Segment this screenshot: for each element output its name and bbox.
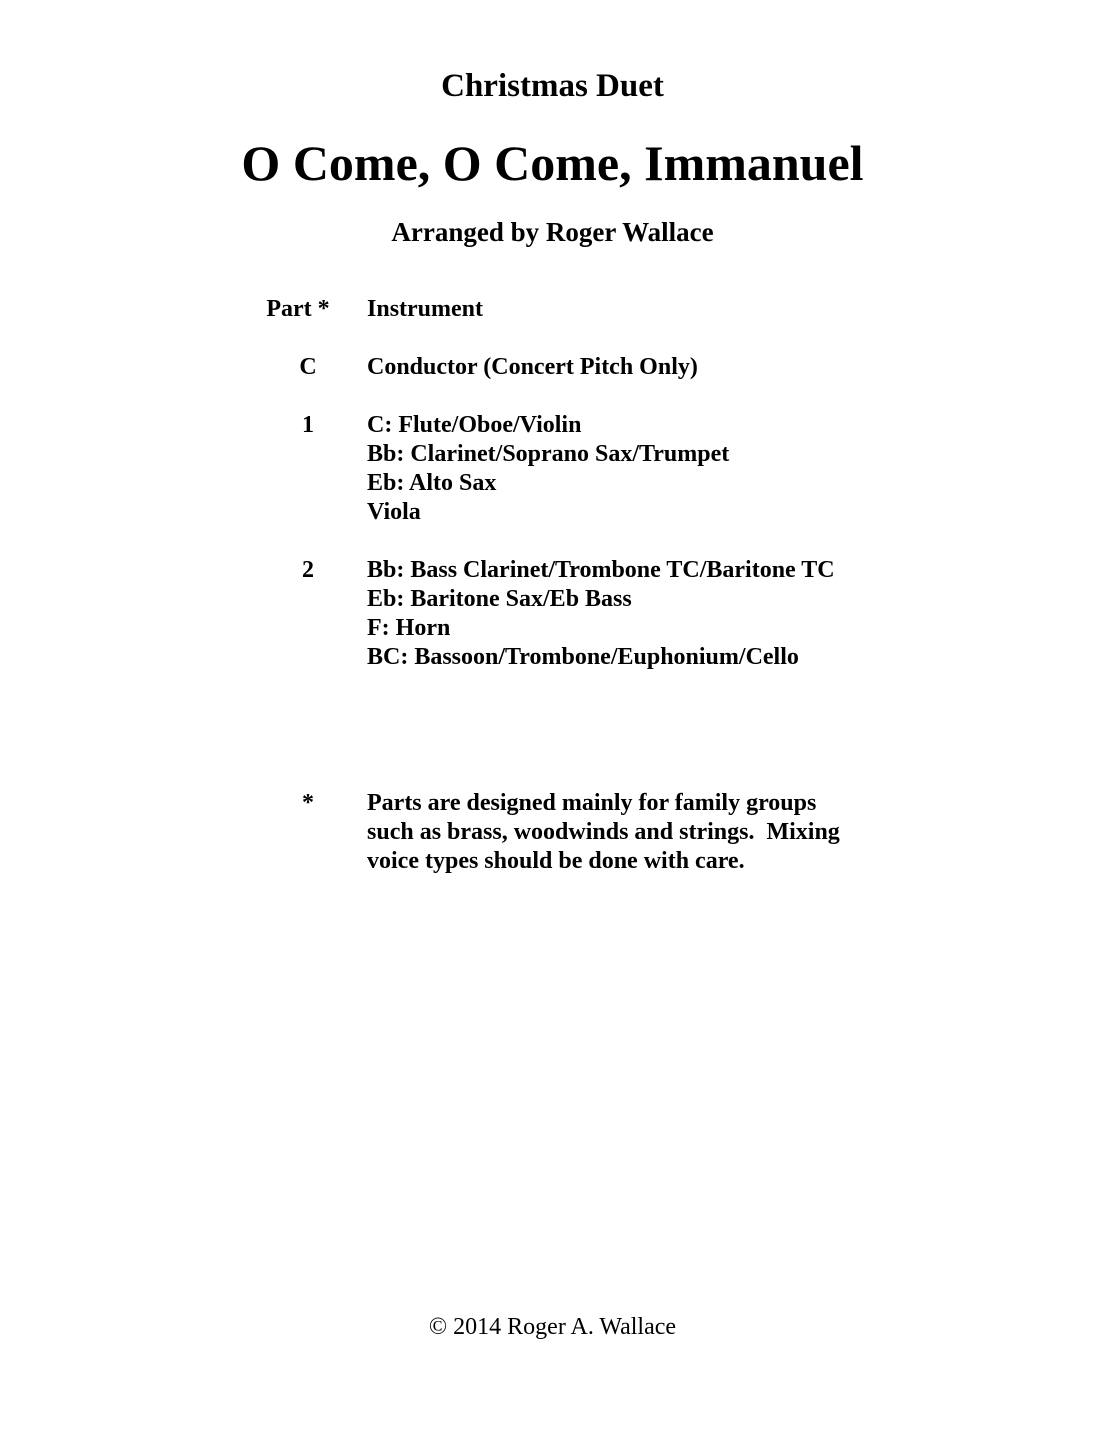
instrument-line: BC: Bassoon/Trombone/Euphonium/Cello bbox=[367, 644, 799, 670]
footnote-line: Parts are designed mainly for family groups bbox=[367, 790, 817, 816]
part-label: 2 bbox=[302, 557, 314, 583]
instrument-line: Eb: Alto Sax bbox=[367, 470, 497, 496]
part-column-header: Part * bbox=[266, 296, 330, 322]
instrument-list bbox=[367, 556, 1087, 672]
page-title: O Come, O Come, Immanuel bbox=[241, 135, 864, 191]
pre-title: Christmas Duet bbox=[441, 68, 664, 104]
footnote-marker: * bbox=[302, 790, 314, 816]
instrument-line: F: Horn bbox=[367, 615, 451, 641]
copyright: © 2014 Roger A. Wallace bbox=[428, 1314, 677, 1340]
footnote-line: voice types should be done with care. bbox=[367, 848, 745, 874]
instrument-column-header: Instrument bbox=[367, 296, 484, 322]
instrument-line: C: Flute/Oboe/Violin bbox=[367, 412, 582, 438]
instrument-line: Bb: Clarinet/Soprano Sax/Trumpet bbox=[367, 441, 730, 467]
footnote-text bbox=[367, 789, 1087, 876]
instrument-line: Bb: Bass Clarinet/Trombone TC/Baritone TC bbox=[367, 557, 835, 583]
instrument-list bbox=[367, 353, 1087, 382]
instrument-line: Eb: Baritone Sax/Eb Bass bbox=[367, 586, 632, 612]
part-label: 1 bbox=[302, 412, 314, 438]
instrument-list bbox=[367, 411, 1087, 527]
arranger-credit: Arranged by Roger Wallace bbox=[391, 217, 714, 247]
instrument-line: Viola bbox=[367, 499, 421, 525]
footnote-line: such as brass, woodwinds and strings. Mixing bbox=[367, 819, 840, 845]
instrument-line: Conductor (Concert Pitch Only) bbox=[367, 354, 698, 380]
part-label: C bbox=[299, 354, 317, 380]
